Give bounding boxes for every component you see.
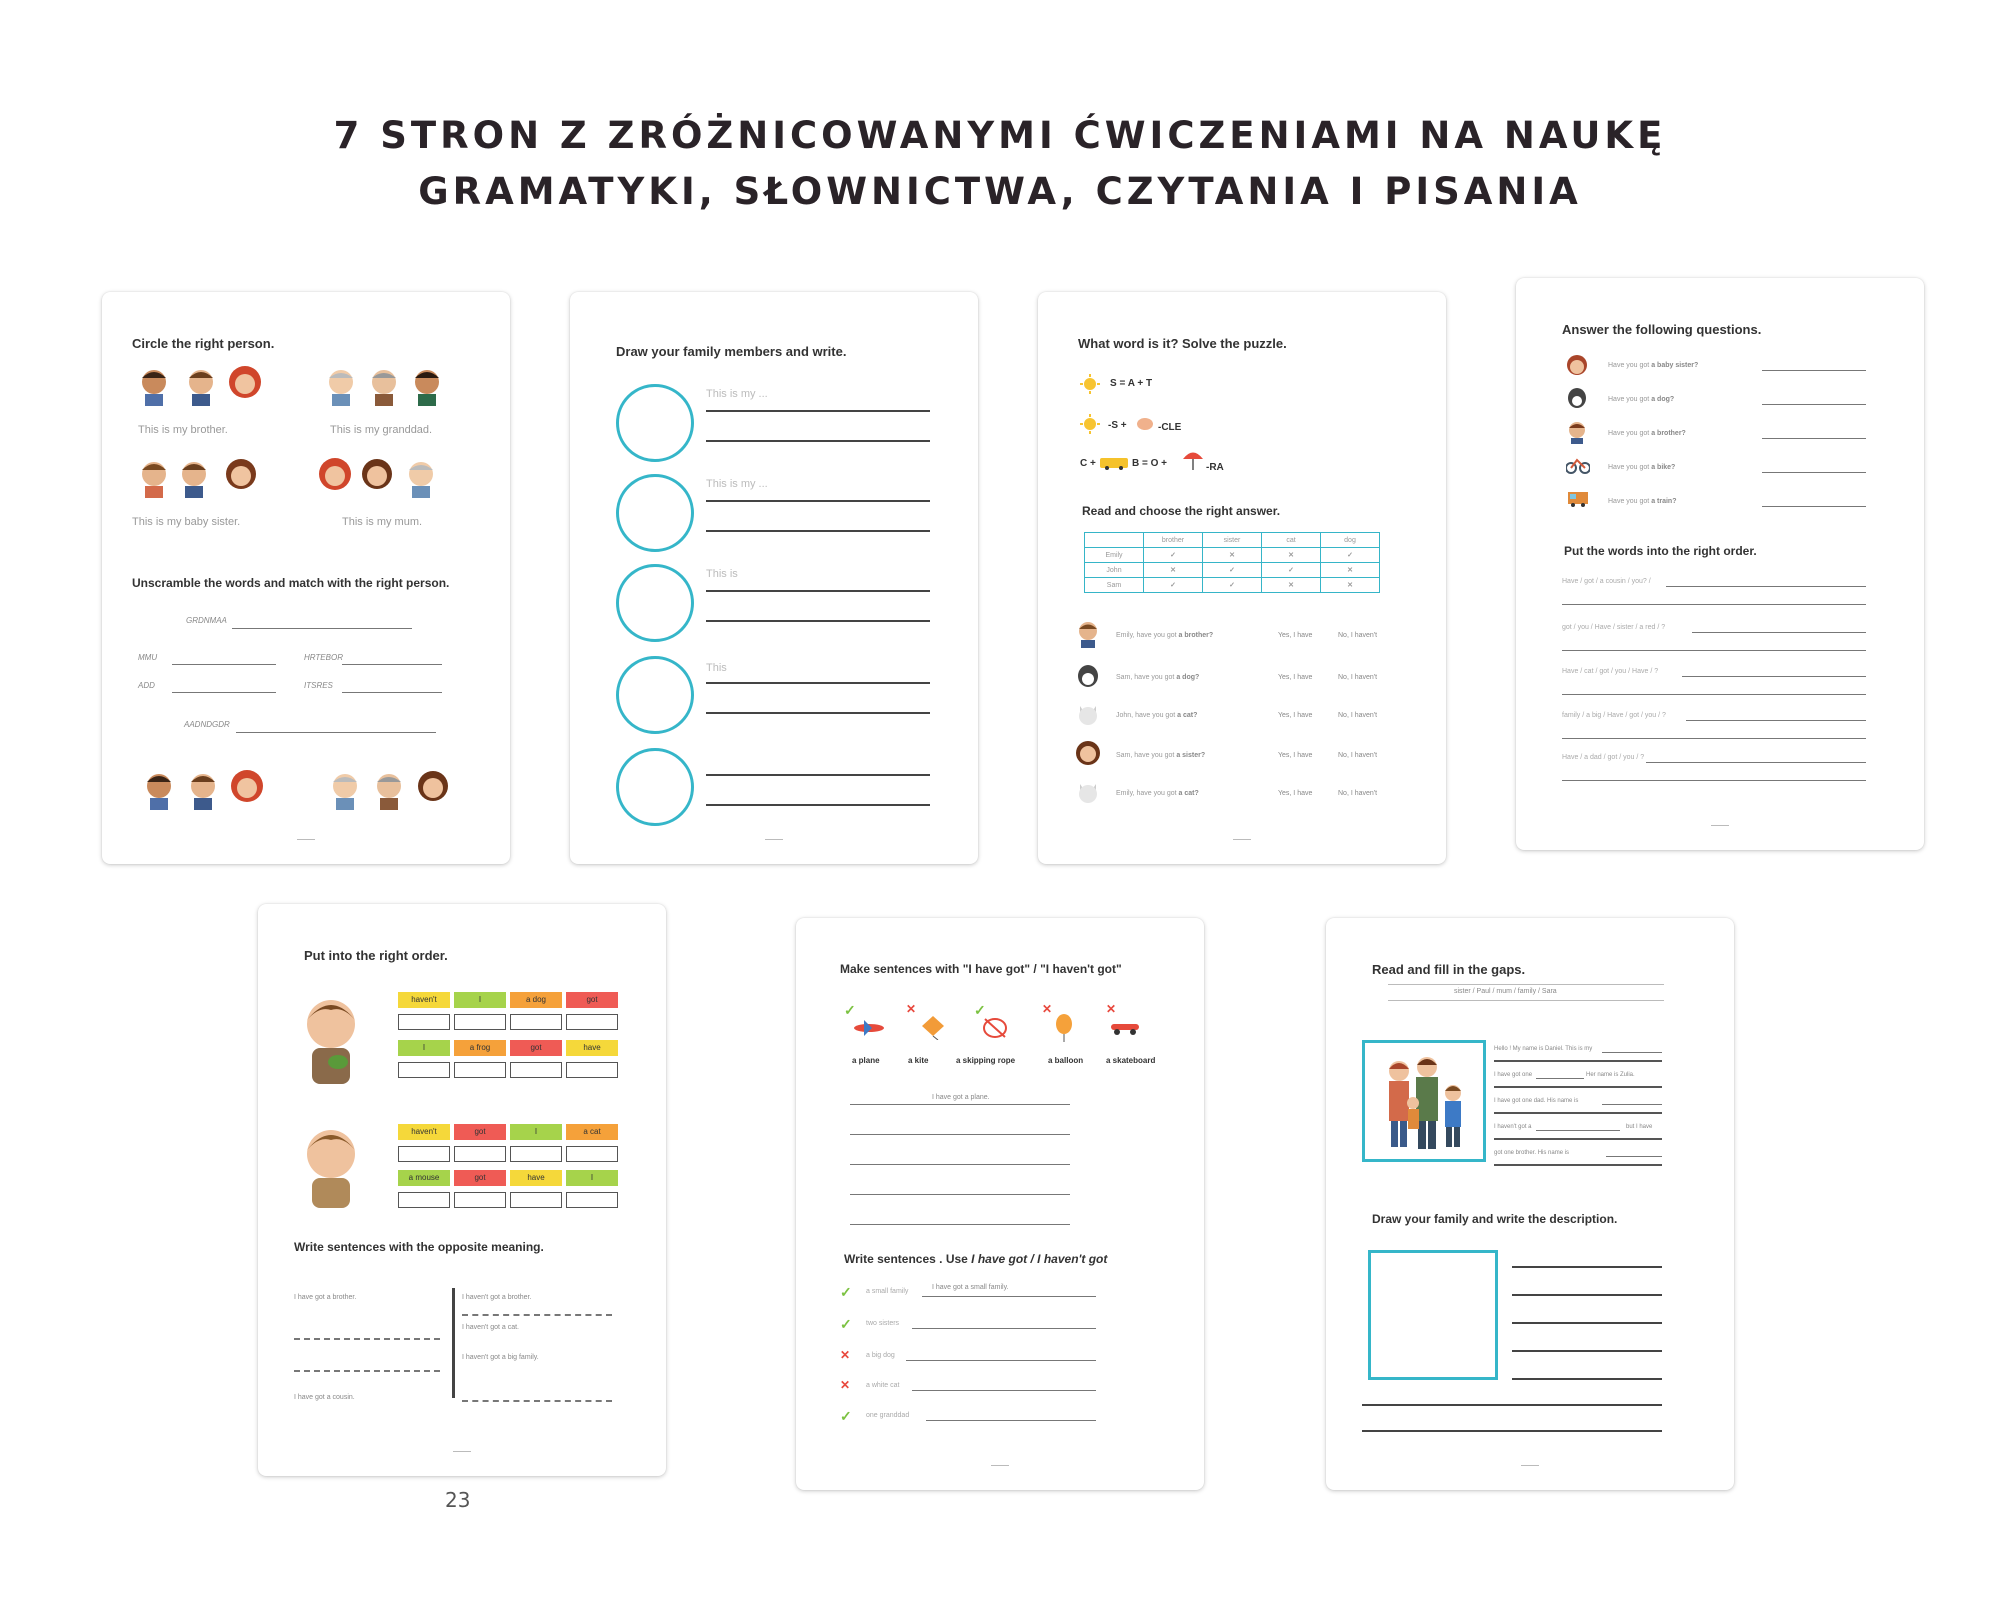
word-bank: sister / Paul / mum / family / Sara — [1454, 988, 1557, 995]
page1-title-2: Unscramble the words and match with the right person. — [132, 576, 450, 590]
answer-box[interactable] — [566, 1146, 618, 1162]
sun-icon — [1080, 374, 1100, 399]
page6-title-1: Make sentences with "I have got" / "I haven't got" — [840, 962, 1122, 976]
answer-line — [1762, 370, 1866, 371]
gap-text: Hello ! My name is Daniel. This is my — [1494, 1046, 1593, 1052]
page-number-mark — [1233, 839, 1251, 840]
scrambled-sentence: family / a big / Have / got / you / ? — [1562, 712, 1666, 719]
answer-box[interactable] — [454, 1014, 506, 1030]
face-icon — [410, 366, 444, 406]
prompt-text: This is — [706, 568, 738, 580]
no-option[interactable]: No, I haven't — [1338, 712, 1378, 719]
face-icon — [416, 770, 450, 810]
yes-option[interactable]: Yes, I have — [1278, 790, 1313, 797]
face-icon — [177, 458, 211, 498]
face-icon — [186, 770, 220, 810]
scramble-word: ITSRES — [304, 681, 333, 690]
girl-icon — [1076, 740, 1100, 773]
umbrella-icon — [1182, 448, 1204, 477]
cross-icon: ✕ — [1321, 563, 1380, 578]
row-name: Sam — [1085, 578, 1144, 593]
scramble-word: AADNDGDR — [184, 720, 230, 729]
item-label: a plane — [852, 1056, 880, 1065]
table-header: cat — [1262, 533, 1321, 548]
worksheet-page-2 — [570, 292, 978, 864]
text-line — [1494, 1060, 1662, 1062]
worksheet-page-5 — [258, 904, 666, 1476]
girl-icon — [1566, 354, 1588, 383]
scrambled-sentence: got / you / Have / sister / a red / ? — [1562, 624, 1666, 631]
writing-line — [706, 774, 930, 776]
dog-icon — [1076, 662, 1100, 695]
answer-box[interactable] — [510, 1146, 562, 1162]
gap-line — [1536, 1130, 1620, 1131]
row-name: Emily — [1085, 548, 1144, 563]
word-tile[interactable]: haven't — [398, 992, 450, 1008]
hand-icon — [1136, 416, 1154, 437]
tick-icon: ✓ — [1144, 578, 1203, 593]
question-row: Have you got a train? — [1608, 498, 1677, 505]
boy-icon — [1076, 620, 1100, 653]
drawing-frame[interactable] — [1368, 1250, 1498, 1380]
gap-text: I have got one — [1494, 1072, 1533, 1078]
question-row: John, have you got a cat? — [1116, 712, 1198, 719]
face-icon — [137, 366, 171, 406]
puzzle-6: -RA — [1206, 462, 1224, 473]
example-sentence: I have got a plane. — [932, 1094, 990, 1101]
answer-line — [850, 1164, 1070, 1165]
word-tile[interactable]: I — [398, 1040, 450, 1056]
face-icon — [372, 770, 406, 810]
cat-icon — [1076, 700, 1100, 733]
word-tile[interactable]: got — [566, 992, 618, 1008]
puzzle-4: C + — [1080, 458, 1096, 469]
bike-icon — [1566, 454, 1590, 479]
tick-icon: ✓ — [840, 1408, 852, 1424]
answer-box[interactable] — [566, 1192, 618, 1208]
yes-option[interactable]: Yes, I have — [1278, 674, 1313, 681]
answer-line — [172, 664, 276, 665]
cross-icon: ✕ — [1262, 578, 1321, 593]
face-icon — [137, 458, 171, 498]
tick-icon: ✓ — [1144, 548, 1203, 563]
word-tile[interactable]: got — [454, 1170, 506, 1186]
word-tile[interactable]: I — [454, 992, 506, 1008]
word-tile[interactable]: got — [510, 1040, 562, 1056]
question-row: Have you got a brother? — [1608, 430, 1686, 437]
answer-line — [1562, 738, 1866, 739]
cat-icon — [1076, 778, 1100, 811]
plane-icon — [852, 1018, 886, 1043]
caption-1: This is my brother. — [138, 424, 228, 436]
skipping-rope-icon — [980, 1016, 1010, 1045]
text-line — [1494, 1138, 1662, 1140]
row-prompt: a big dog — [866, 1352, 895, 1359]
answer-box[interactable] — [566, 1014, 618, 1030]
boy-icon — [298, 1120, 364, 1215]
answer-box[interactable] — [510, 1192, 562, 1208]
no-option[interactable]: No, I haven't — [1338, 674, 1378, 681]
answer-line — [1666, 586, 1866, 587]
row-example: I have got a small family. — [932, 1284, 1009, 1291]
left-sentence: I have got a cousin. — [294, 1394, 355, 1401]
page4-title-1: Answer the following questions. — [1562, 322, 1762, 337]
answer-box[interactable] — [398, 1014, 450, 1030]
row-prompt: one granddad — [866, 1412, 910, 1419]
word-tile[interactable]: I — [566, 1170, 618, 1186]
word-tile[interactable]: a mouse — [398, 1170, 450, 1186]
answer-box[interactable] — [566, 1062, 618, 1078]
answer-box[interactable] — [510, 1062, 562, 1078]
yes-option[interactable]: Yes, I have — [1278, 632, 1313, 639]
sun-icon — [1080, 414, 1100, 439]
face-icon — [228, 366, 262, 406]
page-number-mark — [991, 1465, 1009, 1466]
tick-icon: ✓ — [840, 1284, 852, 1300]
answer-line — [1762, 472, 1866, 473]
balloon-icon — [1054, 1014, 1074, 1047]
scramble-word: ADD — [138, 681, 155, 690]
cross-icon: ✕ — [1144, 563, 1203, 578]
page7-title-2: Draw your family and write the description. — [1372, 1212, 1618, 1226]
word-bank-top-line — [1388, 984, 1664, 985]
drawing-circle[interactable] — [616, 748, 694, 826]
writing-line — [1512, 1266, 1662, 1268]
bus-icon — [1100, 456, 1128, 475]
prompt-text: This is my ... — [706, 388, 768, 400]
face-icon — [328, 770, 362, 810]
left-sentence: I have got a brother. — [294, 1294, 357, 1301]
page5-title-2: Write sentences with the opposite meaning. — [294, 1240, 544, 1254]
face-icon — [360, 458, 394, 498]
answer-line — [912, 1328, 1096, 1329]
face-icon — [224, 458, 258, 498]
answer-line — [850, 1104, 1070, 1105]
answer-table — [1084, 532, 1380, 593]
answer-line — [172, 692, 276, 693]
page-number-mark — [453, 1451, 471, 1452]
scramble-word: GRDNMAA — [186, 616, 227, 625]
question-row: Emily, have you got a cat? — [1116, 790, 1199, 797]
caption-4: This is my mum. — [342, 516, 423, 528]
right-sentence: I haven't got a big family. — [462, 1354, 539, 1361]
worksheet-page-4 — [1516, 278, 1924, 850]
drawing-circle[interactable] — [616, 384, 694, 462]
item-label: a skateboard — [1106, 1056, 1156, 1065]
puzzle-5: B = O + — [1132, 458, 1168, 469]
word-tile[interactable]: a dog — [510, 992, 562, 1008]
row-prompt: a small family — [866, 1288, 909, 1295]
word-tile[interactable]: have — [510, 1170, 562, 1186]
question-row: Sam, have you got a sister? — [1116, 752, 1206, 759]
page6-title-2: Write sentences . Use I have got / I haven't got — [844, 1252, 1108, 1266]
page-number-mark — [297, 839, 315, 840]
writing-line — [1512, 1322, 1662, 1324]
answer-box[interactable] — [398, 1146, 450, 1162]
word-tile[interactable]: have — [566, 1040, 618, 1056]
page-number-mark — [1521, 1465, 1539, 1466]
gap-line — [1602, 1052, 1662, 1053]
right-sentence: I haven't got a cat. — [462, 1324, 519, 1331]
writing-line — [706, 620, 930, 622]
scrambled-sentence: Have / a dad / got / you / ? — [1562, 754, 1645, 761]
tick-icon: ✓ — [1203, 563, 1262, 578]
answer-line — [1762, 404, 1866, 405]
worksheet-page-1 — [102, 292, 510, 864]
writing-line — [706, 682, 930, 684]
answer-line — [1562, 694, 1866, 695]
question-row: Emily, have you got a brother? — [1116, 632, 1214, 639]
dog-icon — [1566, 386, 1588, 415]
gap-text: got one brother. His name is — [1494, 1150, 1570, 1156]
question-row: Have you got a baby sister? — [1608, 362, 1699, 369]
page5-title-1: Put into the right order. — [304, 948, 448, 963]
page-number: 23 — [445, 1488, 471, 1512]
face-icon — [367, 366, 401, 406]
yes-option[interactable]: Yes, I have — [1278, 712, 1313, 719]
text-line — [1494, 1086, 1662, 1088]
answer-box[interactable] — [454, 1192, 506, 1208]
caption-3: This is my baby sister. — [132, 516, 241, 528]
answer-line — [342, 692, 442, 693]
worksheet-page-7 — [1326, 918, 1734, 1490]
word-tile[interactable]: a cat — [566, 1124, 618, 1140]
kite-icon — [920, 1016, 946, 1045]
face-icon — [324, 366, 358, 406]
answer-box[interactable] — [510, 1014, 562, 1030]
dashed-line — [462, 1314, 612, 1316]
worksheet-page-6 — [796, 918, 1204, 1490]
tick-icon: ✓ — [974, 1002, 986, 1018]
writing-line — [706, 530, 930, 532]
word-tile[interactable]: got — [454, 1124, 506, 1140]
answer-line — [926, 1420, 1096, 1421]
writing-line — [1512, 1378, 1662, 1380]
answer-line — [922, 1296, 1096, 1297]
no-option[interactable]: No, I haven't — [1338, 632, 1378, 639]
drawing-circle[interactable] — [616, 564, 694, 642]
row-name: John — [1085, 563, 1144, 578]
prompt-text: This is my ... — [706, 478, 768, 490]
answer-line — [1562, 650, 1866, 651]
word-bank-bottom-line — [1388, 1000, 1664, 1001]
scramble-word: MMU — [138, 653, 158, 662]
face-icon — [230, 770, 264, 810]
answer-line — [1646, 762, 1866, 763]
family-picture-icon — [1365, 1043, 1483, 1159]
face-icon — [184, 366, 218, 406]
gap-text: I have got one dad. His name is — [1494, 1098, 1579, 1104]
page1-title-1: Circle the right person. — [132, 336, 275, 351]
answer-line — [1762, 438, 1866, 439]
train-icon — [1566, 488, 1590, 513]
answer-box[interactable] — [454, 1062, 506, 1078]
drawing-circle[interactable] — [616, 474, 694, 552]
skateboard-icon — [1110, 1020, 1140, 1041]
writing-line — [706, 590, 930, 592]
cross-icon: ✕ — [1042, 1002, 1053, 1016]
right-sentence: I haven't got a brother. — [462, 1294, 532, 1301]
item-label: a skipping rope — [956, 1056, 1016, 1065]
item-label: a kite — [908, 1056, 929, 1065]
answer-line — [850, 1134, 1070, 1135]
row-prompt: a white cat — [866, 1382, 900, 1389]
boy-icon — [1566, 420, 1588, 449]
table-header: brother — [1144, 533, 1203, 548]
caption-2: This is my granddad. — [330, 424, 433, 436]
gap-text: I haven't got a — [1494, 1124, 1532, 1130]
cross-icon: ✕ — [1203, 548, 1262, 563]
writing-line — [706, 440, 930, 442]
answer-line — [906, 1360, 1096, 1361]
heading-line-2: GRAMATYKI, SŁOWNICTWA, CZYTANIA I PISANIA — [418, 170, 1582, 213]
puzzle-3: -CLE — [1158, 422, 1182, 433]
answer-line — [342, 664, 442, 665]
tick-icon: ✓ — [1203, 578, 1262, 593]
no-option[interactable]: No, I haven't — [1338, 752, 1378, 759]
dashed-line — [294, 1370, 440, 1372]
page3-title-1: What word is it? Solve the puzzle. — [1078, 336, 1287, 351]
answer-line — [850, 1194, 1070, 1195]
tick-icon: ✓ — [1321, 548, 1380, 563]
cross-icon: ✕ — [1321, 578, 1380, 593]
scrambled-sentence: Have / cat / got / you / Have / ? — [1562, 668, 1659, 675]
page-number-mark — [765, 839, 783, 840]
face-icon — [142, 770, 176, 810]
cross-icon: ✕ — [1262, 548, 1321, 563]
row-prompt: two sisters — [866, 1320, 900, 1327]
writing-line — [1362, 1430, 1662, 1432]
question-row: Sam, have you got a dog? — [1116, 674, 1200, 681]
table-header — [1085, 533, 1144, 548]
column-divider — [452, 1288, 455, 1398]
question-row: Have you got a dog? — [1608, 396, 1675, 403]
puzzle-1: S = A + T — [1110, 378, 1153, 389]
writing-line — [706, 804, 930, 806]
question-row: Have you got a bike? — [1608, 464, 1676, 471]
tick-icon: ✓ — [840, 1316, 852, 1332]
gap-line — [1536, 1078, 1584, 1079]
face-icon — [404, 458, 438, 498]
answer-line — [1686, 720, 1866, 721]
gap-text: Her name is Zulia. — [1586, 1072, 1635, 1078]
word-tile[interactable]: haven't — [398, 1124, 450, 1140]
cross-icon: ✕ — [906, 1002, 917, 1016]
page-number-mark — [1711, 825, 1729, 826]
page7-title-1: Read and fill in the gaps. — [1372, 962, 1526, 977]
answer-box[interactable] — [398, 1192, 450, 1208]
answer-box[interactable] — [398, 1062, 450, 1078]
answer-line — [236, 732, 436, 733]
writing-line — [706, 410, 930, 412]
no-option[interactable]: No, I haven't — [1338, 790, 1378, 797]
writing-line — [706, 500, 930, 502]
cross-icon: ✕ — [840, 1348, 851, 1362]
writing-line — [1362, 1404, 1662, 1406]
writing-line — [1512, 1350, 1662, 1352]
table-header: sister — [1203, 533, 1262, 548]
answer-box[interactable] — [454, 1146, 506, 1162]
answer-line — [1562, 604, 1866, 605]
dashed-line — [294, 1338, 440, 1340]
answer-line — [1682, 676, 1866, 677]
boy-with-frog-icon — [298, 990, 364, 1091]
writing-line — [706, 712, 930, 714]
gap-line — [1606, 1156, 1662, 1157]
drawing-circle[interactable] — [616, 656, 694, 734]
tick-icon: ✓ — [1262, 563, 1321, 578]
word-tile[interactable]: a frog — [454, 1040, 506, 1056]
answer-line — [850, 1224, 1070, 1225]
answer-line — [1762, 506, 1866, 507]
cross-icon: ✕ — [1106, 1002, 1117, 1016]
family-picture-frame — [1362, 1040, 1486, 1162]
answer-line — [232, 628, 412, 629]
gap-text: but I have — [1626, 1124, 1653, 1130]
heading-line-1: 7 STRON Z ZRÓŻNICOWANYMI ĆWICZENIAMI NA NAUKĘ — [333, 114, 1667, 157]
scrambled-sentence: Have / got / a cousin / you? / — [1562, 578, 1651, 585]
cross-icon: ✕ — [840, 1378, 851, 1392]
worksheet-page-3 — [1038, 292, 1446, 864]
answer-line — [1692, 632, 1866, 633]
yes-option[interactable]: Yes, I have — [1278, 752, 1313, 759]
dashed-line — [462, 1400, 612, 1402]
writing-line — [1512, 1294, 1662, 1296]
face-icon — [318, 458, 352, 498]
item-label: a balloon — [1048, 1056, 1084, 1065]
word-tile[interactable]: I — [510, 1124, 562, 1140]
text-line — [1494, 1164, 1662, 1166]
gap-line — [1602, 1104, 1662, 1105]
scramble-word: HRTEBOR — [304, 653, 343, 662]
page3-title-2: Read and choose the right answer. — [1082, 504, 1281, 518]
page4-title-2: Put the words into the right order. — [1564, 544, 1757, 558]
page-heading — [0, 108, 2000, 220]
table-header: dog — [1321, 533, 1380, 548]
answer-line — [1562, 780, 1866, 781]
prompt-text: This — [706, 662, 727, 674]
text-line — [1494, 1112, 1662, 1114]
puzzle-2: -S + — [1108, 420, 1127, 431]
answer-line — [912, 1390, 1096, 1391]
tick-icon: ✓ — [844, 1002, 856, 1018]
page2-title: Draw your family members and write. — [616, 344, 847, 359]
